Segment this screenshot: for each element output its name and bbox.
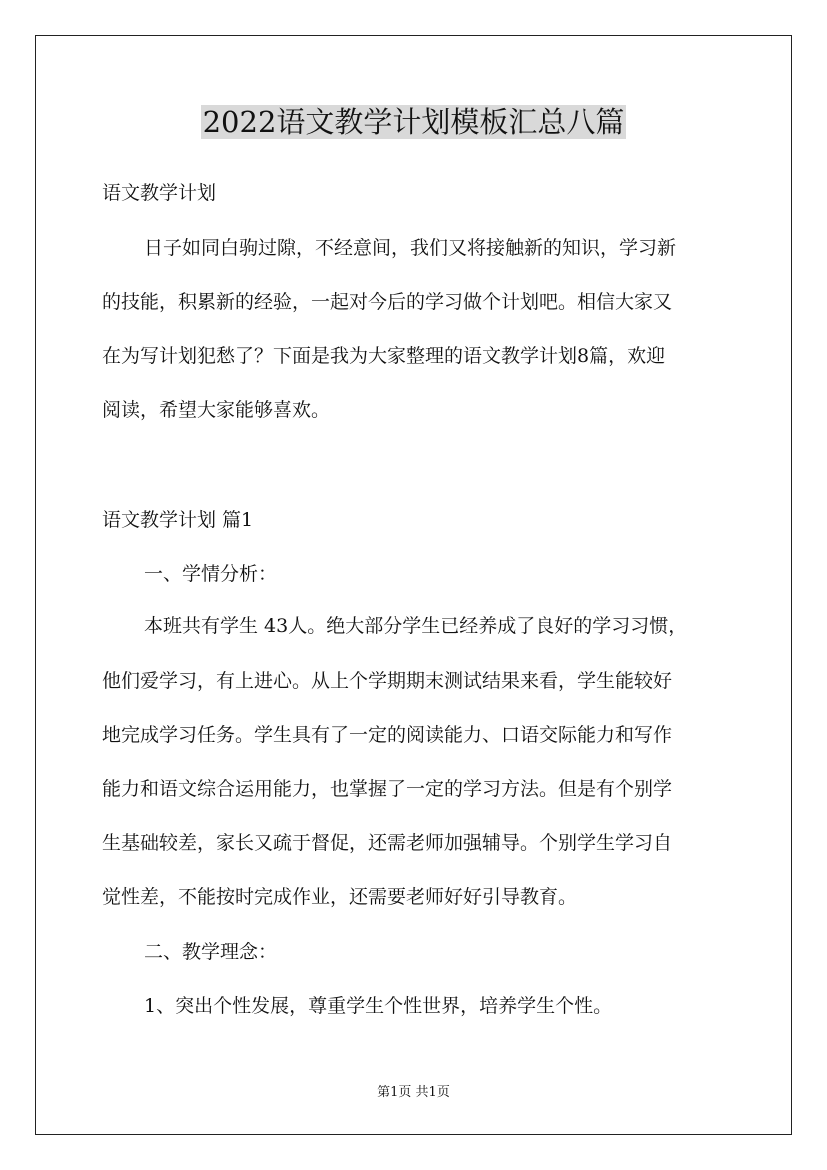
analysis-line-2: 他们爱学习，有上进心。从上个学期期末测试结果来看，学生能较好 bbox=[102, 670, 673, 692]
intro-line-3: 在为写计划犯愁了？下面是我为大家整理的语文教学计划8篇，欢迎 bbox=[102, 345, 666, 367]
title-text: 2022语文教学计划模板汇总八篇 bbox=[202, 105, 625, 139]
analysis-line-3: 地完成学习任务。学生具有了一定的阅读能力、口语交际能力和写作 bbox=[102, 724, 673, 746]
part1-heading: 语文教学计划 篇1 bbox=[102, 509, 254, 531]
page-footer: 第1页 共1页 bbox=[377, 1085, 450, 1100]
analysis-line-1: 本班共有学生 43人。绝大部分学生已经养成了良好的学习习惯， bbox=[144, 615, 688, 637]
analysis-line-5: 生基础较差，家长又疏于督促，还需老师加强辅导。个别学生学习自 bbox=[102, 832, 673, 854]
analysis-line-4: 能力和语文综合运用能力，也掌握了一定的学习方法。但是有个别学 bbox=[102, 778, 673, 800]
analysis-line-6: 觉性差，不能按时完成作业，还需要老师好好引导教育。 bbox=[102, 886, 578, 908]
philosophy-item-1: 1、突出个性发展，尊重学生个性世界，培养学生个性。 bbox=[144, 995, 613, 1017]
section-heading: 语文教学计划 bbox=[102, 182, 217, 204]
philosophy-heading: 二、教学理念： bbox=[144, 941, 278, 963]
document-title bbox=[0, 102, 827, 142]
intro-line-2: 的技能，积累新的经验，一起对今后的学习做个计划吧。相信大家又 bbox=[102, 291, 673, 313]
analysis-heading: 一、学情分析： bbox=[144, 563, 278, 585]
intro-line-1: 日子如同白驹过隙，不经意间，我们又将接触新的知识，学习新 bbox=[144, 237, 677, 259]
intro-line-4: 阅读，希望大家能够喜欢。 bbox=[102, 399, 331, 421]
